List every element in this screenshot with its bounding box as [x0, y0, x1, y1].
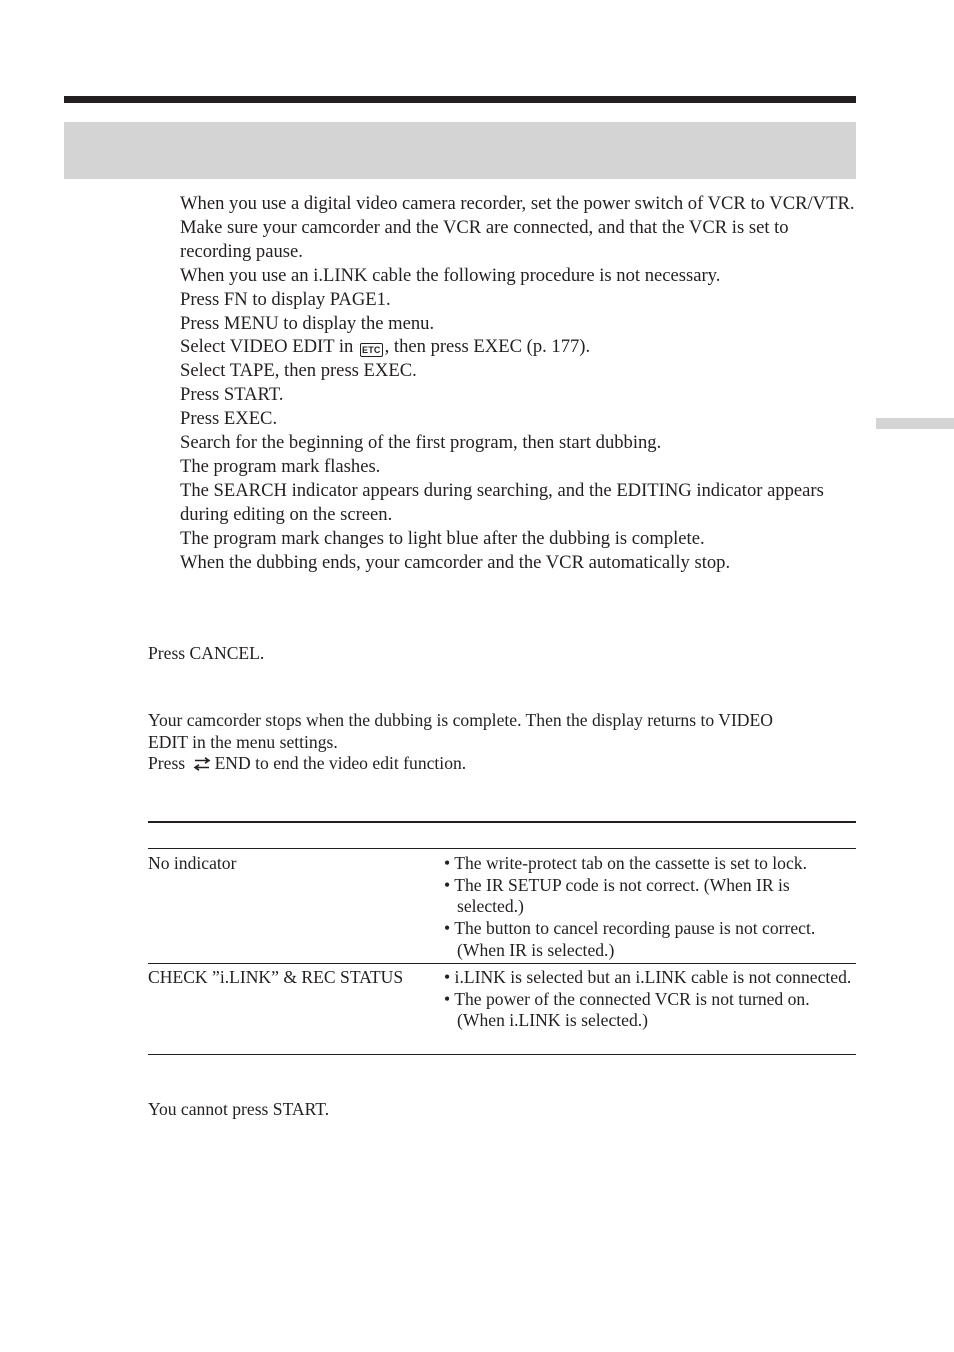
return-icon: [192, 757, 212, 771]
table-top-rule: [148, 821, 856, 823]
step-text: Press START.: [180, 384, 284, 406]
step-text-part: , then press EXEC (p. 177).: [384, 336, 591, 358]
end-paragraph: [148, 710, 808, 775]
step-text: Press MENU to display the menu.: [180, 312, 435, 334]
table-indicator: No indicator: [148, 853, 237, 873]
start-note: You cannot press START.: [148, 1099, 330, 1119]
table-indicator: CHECK ”i.LINK” & REC STATUS: [148, 967, 404, 987]
step-text: The program mark flashes.: [180, 455, 381, 477]
step-text-video-edit: [180, 335, 860, 359]
step-text-part: Select VIDEO EDIT in: [180, 336, 354, 358]
step-text: Press EXEC.: [180, 408, 278, 430]
step-text: When you use an i.LINK cable the following procedure is not necessary.: [180, 264, 721, 286]
end-paragraph-prefix: Press: [148, 753, 186, 774]
cause-item: • The IR SETUP code is not correct. (When IR is selected.): [444, 874, 790, 917]
step-text: The program mark changes to light blue after the dubbing is complete.: [180, 527, 705, 549]
etc-icon: ETC: [362, 345, 381, 356]
table-header-rule: [148, 848, 856, 849]
cause-item: • The power of the connected VCR is not turned on. (When i.LINK is selected.): [444, 988, 810, 1031]
end-paragraph-suffix: END to end the video edit function.: [214, 753, 467, 774]
cause-item: • The button to cancel recording pause is not correct. (When IR is selected.): [444, 918, 816, 960]
cancel-instruction: Press CANCEL.: [148, 643, 265, 663]
step-text: The SEARCH indicator appears during searching, and the EDITING indicator appears during editing on the screen.: [180, 479, 824, 525]
table-bottom-rule: [148, 1054, 856, 1055]
top-rule: [64, 96, 856, 103]
step-text: Select TAPE, then press EXEC.: [180, 360, 417, 382]
side-tab-marker: [876, 418, 954, 429]
end-paragraph-text: Your camcorder stops when the dubbing is complete. Then the display returns to VIDEO EDIT in the menu settings.: [148, 710, 773, 752]
table-row-rule: [148, 963, 856, 964]
cause-item: • i.LINK is selected but an i.LINK cable is not connected.: [444, 967, 852, 987]
step-list: [180, 192, 860, 575]
cause-item: • The write-protect tab on the cassette is set to lock.: [444, 853, 807, 873]
table-causes: [444, 967, 858, 1032]
step-text: Make sure your camcorder and the VCR are connected, and that the VCR is set to recording pause.: [180, 216, 789, 262]
title-band: [64, 122, 856, 179]
step-text: When you use a digital video camera recorder, set the power switch of VCR to VCR/VTR.: [180, 193, 855, 214]
step-text: Search for the beginning of the first program, then start dubbing.: [180, 432, 662, 454]
step-text: When the dubbing ends, your camcorder and the VCR automatically stop.: [180, 551, 731, 573]
table-causes: [444, 853, 858, 962]
step-text: Press FN to display PAGE1.: [180, 288, 391, 310]
